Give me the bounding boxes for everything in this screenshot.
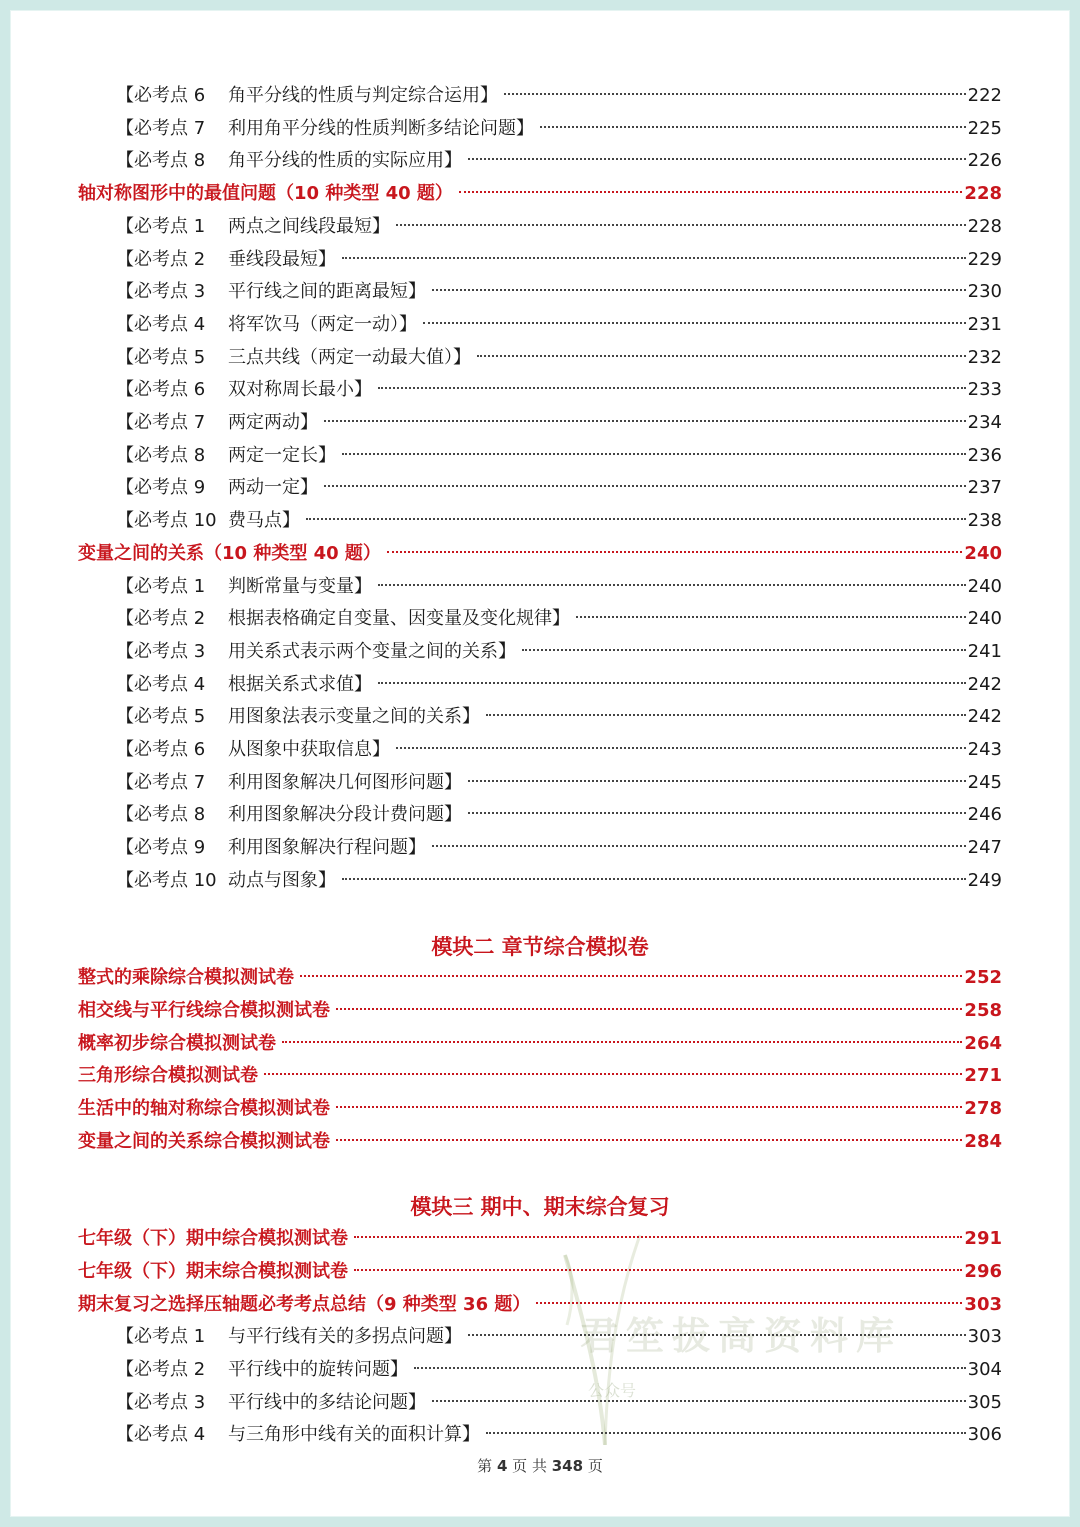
dot-leader (432, 289, 966, 291)
dot-leader (324, 420, 966, 422)
toc-subentry[interactable] (116, 701, 1002, 733)
toc-subentry[interactable] (116, 603, 1002, 635)
toc-page-number: 304 (967, 1358, 1002, 1380)
toc-page-number: 303 (964, 1293, 1002, 1315)
toc-entry-text: 平行线之间的距离最短】 (228, 281, 426, 303)
toc-entry-title (116, 669, 372, 701)
dot-leader (414, 1367, 966, 1369)
toc-entry-title (116, 211, 390, 243)
toc-entry-title (116, 767, 462, 799)
toc-subentry[interactable] (116, 80, 1002, 112)
footer-prefix: 第 (477, 1457, 493, 1475)
dot-leader (306, 518, 966, 520)
dot-leader (300, 975, 962, 977)
dot-leader (324, 485, 966, 487)
toc-entry-text: 两点之间线段最短】 (228, 215, 390, 237)
page-footer (0, 1455, 1080, 1476)
toc-entry-title (78, 1028, 276, 1060)
toc-subentry[interactable] (116, 799, 1002, 831)
toc-entry-text: 根据表格确定自变量、因变量及变化规律】 (228, 608, 570, 630)
toc-subentry[interactable] (116, 276, 1002, 308)
toc-page-number: 225 (967, 117, 1002, 139)
dot-leader (336, 1008, 962, 1010)
toc-page-number: 232 (967, 346, 1002, 368)
toc-entry-title (116, 342, 471, 374)
toc-subentry[interactable] (116, 1419, 1002, 1451)
toc-entry-title (116, 636, 516, 668)
toc-page-number: 271 (964, 1065, 1002, 1087)
toc-page-number: 238 (967, 510, 1002, 532)
toc-entry-label: 【必考点 8 (116, 150, 206, 172)
toc-entry-text: 两动一定】 (228, 477, 318, 499)
toc-page-number: 252 (964, 967, 1002, 989)
toc-entry-text: 三角形综合模拟测试卷 (78, 1065, 258, 1087)
toc-entry-label: 【必考点 6 (116, 379, 206, 401)
toc-entry-title (78, 1289, 530, 1321)
toc-page-number: 242 (967, 706, 1002, 728)
footer-middle: 页 共 (512, 1457, 547, 1475)
toc-section-entry[interactable] (78, 1060, 1002, 1092)
toc-entry-label: 【必考点 7 (116, 117, 206, 139)
toc-section-entry[interactable] (78, 962, 1002, 994)
toc-entry-text: 利用角平分线的性质判断多结论问题】 (228, 117, 534, 139)
toc-entry-text: 用图象法表示变量之间的关系】 (228, 706, 480, 728)
toc-page-number: 246 (967, 804, 1002, 826)
toc-subentry[interactable] (116, 1354, 1002, 1386)
dot-leader (468, 1334, 966, 1336)
toc-page-number: 240 (964, 542, 1002, 564)
toc-page-number: 226 (967, 150, 1002, 172)
dot-leader (378, 584, 966, 586)
toc-entry-text: 垂线段最短】 (228, 248, 336, 270)
dot-leader (468, 158, 966, 160)
toc-entry-title (78, 538, 381, 570)
toc-entry-label: 【必考点 5 (116, 706, 206, 728)
toc-entry-title (116, 1419, 480, 1451)
toc-entry-text: 判断常量与变量】 (228, 575, 372, 597)
dot-leader (459, 191, 963, 193)
dot-leader (354, 1236, 962, 1238)
toc-entry-title (116, 80, 498, 112)
toc-subentry[interactable] (116, 244, 1002, 276)
toc-subentry[interactable] (116, 211, 1002, 243)
toc-entry-text: 与平行线有关的多拐点问题】 (228, 1326, 462, 1348)
toc-entry-title (116, 1321, 462, 1353)
toc-subentry[interactable] (116, 734, 1002, 766)
footer-suffix: 页 (587, 1457, 603, 1475)
toc-entry-title (78, 1256, 348, 1288)
toc-page-number: 233 (967, 379, 1002, 401)
toc-entry-text: 动点与图象】 (228, 869, 336, 891)
toc-entry-title (116, 865, 336, 897)
toc-section-entry[interactable] (78, 995, 1002, 1027)
toc-entry-label: 【必考点 5 (116, 346, 206, 368)
dot-leader (354, 1269, 962, 1271)
toc-entry-title (78, 1126, 330, 1158)
toc-page-number: 303 (967, 1326, 1002, 1348)
dot-leader (468, 812, 966, 814)
toc-entry-title (116, 472, 318, 504)
toc-page-number: 240 (967, 608, 1002, 630)
toc-page-number: 236 (967, 444, 1002, 466)
dot-leader (387, 551, 963, 553)
dot-leader (576, 616, 966, 618)
toc-entry-label: 【必考点 4 (116, 1424, 206, 1446)
toc-entry-title (116, 145, 462, 177)
toc-entry-title (116, 276, 426, 308)
watermark-text: 君笙拔高资料库 (580, 1314, 903, 1358)
toc-section-entry[interactable] (78, 1223, 1002, 1255)
toc-entry-text: 费马点】 (228, 510, 300, 532)
toc-entry-label: 【必考点 4 (116, 673, 206, 695)
module-heading: 模块二 章节综合模拟卷 (431, 934, 649, 959)
toc-entry-label: 【必考点 1 (116, 575, 206, 597)
toc-entry-title (116, 244, 336, 276)
toc-entry-title (116, 603, 570, 635)
toc-page-number: 229 (967, 248, 1002, 270)
toc-entry-text: 根据关系式求值】 (228, 673, 372, 695)
toc-section-entry[interactable] (78, 1126, 1002, 1158)
dot-leader (282, 1041, 962, 1043)
dot-leader (336, 1106, 962, 1108)
dot-leader (477, 355, 966, 357)
toc-subentry[interactable] (116, 636, 1002, 668)
toc-entry-text: 角平分线的性质的实际应用】 (228, 150, 462, 172)
toc-page-number: 240 (967, 575, 1002, 597)
toc-page-number: 249 (967, 869, 1002, 891)
toc-entry-title (116, 799, 462, 831)
toc-entry-text: 生活中的轴对称综合模拟测试卷 (78, 1098, 330, 1119)
toc-entry-title (78, 178, 453, 210)
toc-subentry[interactable] (116, 505, 1002, 537)
toc-entry-text: 从图象中获取信息】 (228, 739, 390, 760)
toc-entry-title (116, 407, 318, 439)
toc-entry-text: 变量之间的关系（10 种类型 40 题） (78, 542, 381, 564)
toc-subentry[interactable] (116, 113, 1002, 145)
toc-subentry[interactable] (116, 145, 1002, 177)
toc-entry-label: 【必考点 9 (116, 837, 206, 859)
toc-subentry[interactable] (116, 440, 1002, 472)
toc-entry-label: 【必考点 1 (116, 1326, 206, 1348)
toc-entry-label: 【必考点 7 (116, 771, 206, 793)
toc-page-number: 291 (964, 1228, 1002, 1250)
toc-page-number: 228 (967, 215, 1002, 237)
toc-entry-label: 【必考点 2 (116, 608, 206, 630)
toc-entry-label: 【必考点 4 (116, 313, 206, 335)
dot-leader (336, 1139, 962, 1141)
toc-page-number: 306 (967, 1424, 1002, 1446)
toc-entry-title (116, 571, 372, 603)
toc-entry-text: 平行线中的多结论问题】 (228, 1391, 426, 1413)
toc-entry-text: 将军饮马（两定一动）】 (228, 313, 417, 335)
toc-page-number: 258 (964, 999, 1002, 1021)
watermark-subtext: 公众号 (588, 1381, 637, 1400)
toc-entry-label: 【必考点 7 (116, 412, 206, 433)
toc-subentry[interactable] (116, 669, 1002, 701)
toc-entry-label: 【必考点 6 (116, 85, 206, 106)
dot-leader (378, 387, 966, 389)
toc-page-number: 228 (964, 183, 1002, 205)
toc-subentry[interactable] (116, 309, 1002, 341)
toc-page-number: 264 (964, 1032, 1002, 1054)
toc-subentry[interactable] (116, 865, 1002, 897)
toc-entry-title (116, 734, 390, 766)
toc-subentry[interactable] (116, 407, 1002, 439)
toc-page-number: 241 (967, 640, 1002, 662)
toc-subentry[interactable] (116, 342, 1002, 374)
toc-entry-title (116, 309, 417, 341)
toc-entry-label: 【必考点 3 (116, 281, 206, 303)
toc-entry-title (78, 1223, 348, 1255)
toc-page-number: 237 (967, 477, 1002, 499)
dot-leader (540, 126, 966, 128)
toc-subentry[interactable] (116, 374, 1002, 406)
dot-leader (264, 1073, 962, 1075)
toc-entry-title (116, 113, 534, 145)
toc-entry-text: 利用图象解决行程问题】 (228, 837, 426, 859)
dot-leader (396, 747, 966, 749)
toc-page-number: 231 (967, 313, 1002, 335)
toc-entry-label: 【必考点 2 (116, 1358, 206, 1380)
toc-entry-label: 【必考点 9 (116, 477, 206, 499)
toc-entry-text: 整式的乘除综合模拟测试卷 (78, 967, 294, 989)
dot-leader (342, 257, 966, 259)
dot-leader (486, 1432, 966, 1434)
toc-entry-label: 【必考点 10 (116, 510, 217, 532)
toc-entry-title (78, 962, 294, 994)
toc-entry-text: 双对称周长最小】 (228, 379, 372, 401)
toc-page-number: 247 (967, 837, 1002, 859)
dot-leader (468, 780, 966, 782)
toc-entry-text: 概率初步综合模拟测试卷 (78, 1032, 276, 1054)
toc-page-number: 242 (967, 673, 1002, 695)
toc-entry-title (78, 995, 330, 1027)
toc-entry-title (116, 1354, 408, 1386)
dot-leader (396, 224, 966, 226)
toc-page-number: 284 (964, 1130, 1002, 1152)
toc-section-entry[interactable] (78, 1256, 1002, 1288)
toc-subentry[interactable] (116, 1321, 1002, 1353)
footer-total-pages: 348 (551, 1457, 584, 1475)
toc-entry-text: 七年级（下）期中综合模拟测试卷 (78, 1228, 348, 1250)
toc-subentry[interactable] (116, 1387, 1002, 1419)
toc-entry-title (78, 1093, 330, 1125)
toc-entry-text: 轴对称图形中的最值问题（10 种类型 40 题） (78, 183, 453, 205)
toc-section-entry[interactable] (78, 1289, 1002, 1321)
toc-entry-text: 平行线中的旋转问题】 (228, 1358, 408, 1380)
toc-entry-label: 【必考点 3 (116, 640, 206, 662)
toc-entry-title (116, 1387, 426, 1419)
toc-page-number: 296 (964, 1260, 1002, 1282)
dot-leader (504, 93, 966, 95)
dot-leader (342, 878, 966, 880)
toc-subentry[interactable] (116, 767, 1002, 799)
toc-entry-title (116, 374, 372, 406)
toc-page-number: 278 (964, 1098, 1002, 1119)
toc-subentry[interactable] (116, 832, 1002, 864)
toc-entry-text: 两定一定长】 (228, 444, 336, 466)
toc-entry-label: 【必考点 6 (116, 739, 206, 760)
dot-leader (432, 845, 966, 847)
toc-entry-label: 【必考点 8 (116, 444, 206, 466)
toc-page-number: 222 (967, 85, 1002, 106)
toc-page-number: 245 (967, 771, 1002, 793)
toc-entry-text: 利用图象解决几何图形问题】 (228, 771, 462, 793)
toc-entry-text: 期末复习之选择压轴题必考考点总结（9 种类型 36 题） (78, 1293, 531, 1315)
toc-page-number: 234 (967, 412, 1002, 433)
toc-entry-title (116, 701, 480, 733)
toc-entry-label: 【必考点 10 (116, 869, 217, 891)
toc-entry-label: 【必考点 2 (116, 248, 206, 270)
toc-page-number: 305 (967, 1391, 1002, 1413)
dot-leader (342, 453, 966, 455)
toc-section-entry[interactable] (78, 538, 1002, 570)
toc-entry-label: 【必考点 8 (116, 804, 206, 826)
dot-leader (423, 322, 966, 324)
toc-entry-title (78, 1060, 258, 1092)
toc-entry-text: 两定两动】 (228, 412, 318, 433)
toc-entry-title (116, 832, 426, 864)
footer-current-page: 4 (496, 1457, 508, 1475)
toc-entry-text: 变量之间的关系综合模拟测试卷 (78, 1130, 330, 1152)
toc-subentry[interactable] (116, 571, 1002, 603)
toc-subentry[interactable] (116, 472, 1002, 504)
toc-section-entry[interactable] (78, 1093, 1002, 1125)
dot-leader (378, 682, 966, 684)
toc-entry-title (116, 505, 300, 537)
toc-section-entry[interactable] (78, 1028, 1002, 1060)
dot-leader (486, 714, 966, 716)
toc-entry-text: 利用图象解决分段计费问题】 (228, 804, 462, 826)
toc-entry-label: 【必考点 3 (116, 1391, 206, 1413)
toc-page-number: 243 (967, 739, 1002, 760)
toc-entry-text: 角平分线的性质与判定综合运用】 (228, 85, 498, 106)
toc-entry-text: 与三角形中线有关的面积计算】 (228, 1424, 480, 1446)
toc-section-entry[interactable] (78, 178, 1002, 210)
toc-entry-label: 【必考点 1 (116, 215, 206, 237)
toc-entry-text: 七年级（下）期末综合模拟测试卷 (78, 1260, 348, 1282)
dot-leader (522, 649, 966, 651)
toc-page-number: 230 (967, 281, 1002, 303)
toc-entry-text: 用关系式表示两个变量之间的关系】 (228, 640, 516, 662)
toc-entry-text: 相交线与平行线综合模拟测试卷 (78, 999, 330, 1021)
toc-entry-title (116, 440, 336, 472)
toc-entry-text: 三点共线（两定一动最大值）】 (228, 346, 471, 368)
module-heading: 模块三 期中、期末综合复习 (410, 1195, 670, 1220)
dot-leader (536, 1302, 962, 1304)
dot-leader (432, 1400, 966, 1402)
